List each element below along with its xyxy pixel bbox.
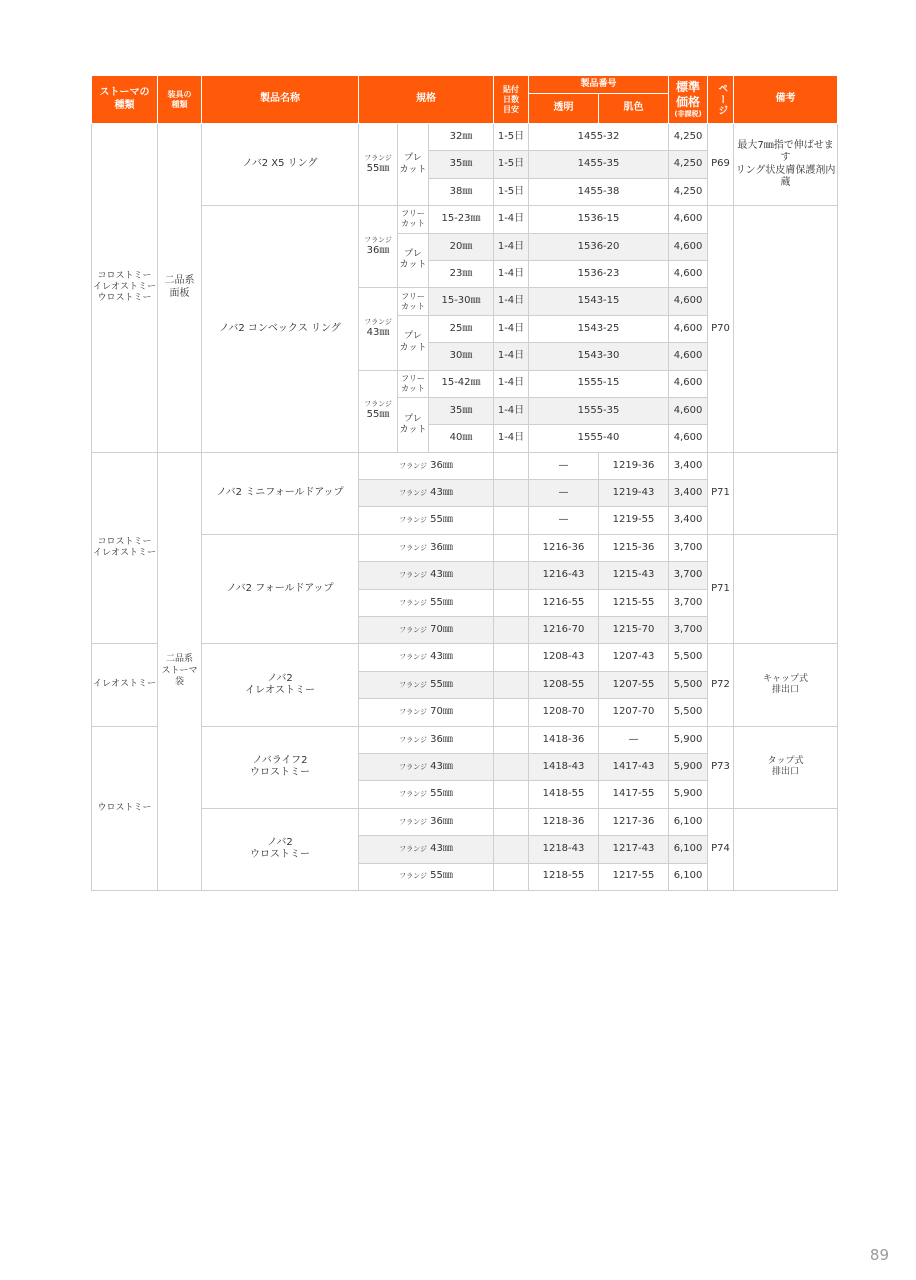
- price-cell: 3,400: [669, 480, 708, 507]
- page-ref: P70: [708, 206, 734, 453]
- days-cell: [494, 808, 529, 835]
- days-cell: [494, 671, 529, 698]
- page-ref: P71: [708, 452, 734, 534]
- flange-spec: [359, 617, 494, 644]
- flange-cell: [359, 124, 398, 206]
- clear-number: 1216-55: [529, 589, 599, 616]
- flange-size: 43㎜: [430, 487, 453, 499]
- clear-number: 1418-36: [529, 726, 599, 753]
- clear-number: 1218-55: [529, 863, 599, 890]
- price-cell: 3,700: [669, 562, 708, 589]
- page-ref: P72: [708, 644, 734, 726]
- flange-size: 36㎜: [430, 815, 453, 827]
- days-cell: [494, 781, 529, 808]
- skin-number: 1207-55: [599, 671, 669, 698]
- price-cell: 3,700: [669, 617, 708, 644]
- flange-size: 43㎜: [430, 843, 453, 855]
- product-number: 1555-35: [529, 397, 669, 424]
- skin-number: 1417-55: [599, 781, 669, 808]
- size-cell: 15-23㎜: [429, 206, 494, 233]
- flange-size: 55㎜: [366, 409, 390, 421]
- price-cell: 5,900: [669, 726, 708, 753]
- size-cell: 35㎜: [429, 397, 494, 424]
- flange-size: 36㎜: [366, 244, 390, 256]
- flange-size: 70㎜: [430, 623, 453, 635]
- days-cell: 1-4日: [494, 397, 529, 424]
- clear-number: —: [529, 507, 599, 534]
- days-cell: [494, 452, 529, 479]
- remarks-cell: [734, 452, 838, 534]
- flange-label: フランジ: [399, 598, 427, 607]
- price-cell: 4,250: [669, 124, 708, 151]
- product-name: ノバ2 コンベックス リング: [202, 206, 359, 453]
- flange-label: フランジ: [399, 489, 427, 498]
- clear-number: 1218-43: [529, 836, 599, 863]
- stoma-type-cell: イレオストミー: [92, 644, 158, 726]
- product-name: ノバライフ2 ウロストミー: [202, 726, 359, 808]
- flange-label: フランジ: [399, 845, 427, 854]
- days-cell: 1-5日: [494, 151, 529, 178]
- flange-size: 55㎜: [366, 162, 390, 174]
- flange-spec: [359, 781, 494, 808]
- skin-number: 1207-70: [599, 699, 669, 726]
- skin-number: 1217-36: [599, 808, 669, 835]
- size-cell: 25㎜: [429, 315, 494, 342]
- size-cell: 20㎜: [429, 233, 494, 260]
- header-price-note: (非課税): [674, 110, 702, 119]
- remarks-cell: [734, 206, 838, 453]
- size-cell: 15-30㎜: [429, 288, 494, 315]
- clear-number: 1216-70: [529, 617, 599, 644]
- product-number: 1455-38: [529, 178, 669, 205]
- flange-label: フランジ: [364, 153, 392, 162]
- clear-number: 1418-55: [529, 781, 599, 808]
- device-type-cell: 二品系 面板: [158, 124, 202, 453]
- days-cell: [494, 507, 529, 534]
- size-cell: 30㎜: [429, 343, 494, 370]
- skin-number: 1207-43: [599, 644, 669, 671]
- device-type-cell: 二品系 ストーマ袋: [158, 452, 202, 890]
- days-cell: 1-5日: [494, 124, 529, 151]
- page-number: 89: [869, 1246, 889, 1264]
- flange-size: 55㎜: [430, 596, 453, 608]
- days-cell: 1-4日: [494, 425, 529, 452]
- flange-label: フランジ: [364, 400, 392, 409]
- product-number: 1455-32: [529, 124, 669, 151]
- skin-number: 1215-43: [599, 562, 669, 589]
- clear-number: —: [529, 452, 599, 479]
- flange-cell: [359, 206, 398, 288]
- price-cell: 3,700: [669, 589, 708, 616]
- days-cell: [494, 699, 529, 726]
- page-ref: P71: [708, 534, 734, 644]
- product-number: 1536-15: [529, 206, 669, 233]
- flange-label: フランジ: [399, 625, 427, 634]
- flange-label: フランジ: [399, 762, 427, 771]
- days-cell: [494, 644, 529, 671]
- days-cell: [494, 534, 529, 561]
- flange-spec: [359, 808, 494, 835]
- days-cell: 1-4日: [494, 233, 529, 260]
- stoma-type-cell: コロストミー イレオストミー ウロストミー: [92, 124, 158, 453]
- skin-number: 1217-43: [599, 836, 669, 863]
- price-cell: 6,100: [669, 836, 708, 863]
- flange-spec: [359, 507, 494, 534]
- flange-label: フランジ: [399, 543, 427, 552]
- header-skin: 肌色: [599, 94, 669, 124]
- product-number: 1536-20: [529, 233, 669, 260]
- flange-spec: [359, 699, 494, 726]
- price-cell: 4,600: [669, 233, 708, 260]
- skin-number: 1417-43: [599, 753, 669, 780]
- size-cell: 38㎜: [429, 178, 494, 205]
- skin-number: 1219-36: [599, 452, 669, 479]
- product-number: 1455-35: [529, 151, 669, 178]
- price-cell: 4,600: [669, 370, 708, 397]
- flange-spec: [359, 753, 494, 780]
- clear-number: 1208-70: [529, 699, 599, 726]
- flange-spec: [359, 480, 494, 507]
- price-cell: 3,700: [669, 534, 708, 561]
- flange-size: 55㎜: [430, 788, 453, 800]
- skin-number: 1215-36: [599, 534, 669, 561]
- header-device-type: 装具の 種類: [158, 76, 202, 124]
- flange-label: フランジ: [399, 461, 427, 470]
- flange-spec: [359, 836, 494, 863]
- page-ref: P69: [708, 124, 734, 206]
- product-number: 1543-15: [529, 288, 669, 315]
- product-number: 1536-23: [529, 260, 669, 287]
- header-clear: 透明: [529, 94, 599, 124]
- page-ref: P74: [708, 808, 734, 890]
- price-cell: 4,600: [669, 315, 708, 342]
- product-number: 1543-30: [529, 343, 669, 370]
- price-cell: 5,900: [669, 753, 708, 780]
- flange-size: 55㎜: [430, 514, 453, 526]
- remarks-cell: キャップ式 排出口: [734, 644, 838, 726]
- flange-size: 43㎜: [430, 569, 453, 581]
- product-name: ノバ2 ミニフォールドアップ: [202, 452, 359, 534]
- skin-number: 1215-70: [599, 617, 669, 644]
- product-number: 1555-40: [529, 425, 669, 452]
- price-cell: 5,900: [669, 781, 708, 808]
- clear-number: 1418-43: [529, 753, 599, 780]
- header-price-label: 標準 価格: [676, 80, 701, 110]
- stoma-type-cell: コロストミー イレオストミー: [92, 452, 158, 644]
- days-cell: 1-4日: [494, 260, 529, 287]
- skin-number: 1217-55: [599, 863, 669, 890]
- size-cell: 35㎜: [429, 151, 494, 178]
- flange-label: フランジ: [364, 236, 392, 245]
- flange-size: 36㎜: [430, 541, 453, 553]
- flange-spec: [359, 534, 494, 561]
- cut-type: フリー カット: [398, 206, 429, 233]
- flange-size: 36㎜: [430, 459, 453, 471]
- clear-number: —: [529, 480, 599, 507]
- product-number: 1555-15: [529, 370, 669, 397]
- header-days: 貼付 日数 目安: [494, 76, 529, 124]
- flange-size: 43㎜: [430, 760, 453, 772]
- header-stoma-type: ストーマの 種類: [92, 76, 158, 124]
- cut-type: プレ カット: [398, 397, 429, 452]
- product-number: 1543-25: [529, 315, 669, 342]
- remarks-cell: タップ式 排出口: [734, 726, 838, 808]
- flange-label: フランジ: [399, 790, 427, 799]
- flange-label: フランジ: [399, 735, 427, 744]
- size-cell: 23㎜: [429, 260, 494, 287]
- stoma-type-cell: ウロストミー: [92, 726, 158, 890]
- flange-size: 55㎜: [430, 678, 453, 690]
- price-cell: 3,400: [669, 452, 708, 479]
- flange-spec: [359, 452, 494, 479]
- price-cell: 4,250: [669, 178, 708, 205]
- header-remarks: 備考: [734, 76, 838, 124]
- price-cell: 5,500: [669, 644, 708, 671]
- price-cell: 4,250: [669, 151, 708, 178]
- clear-number: 1208-55: [529, 671, 599, 698]
- skin-number: —: [599, 726, 669, 753]
- skin-number: 1215-55: [599, 589, 669, 616]
- days-cell: 1-4日: [494, 370, 529, 397]
- clear-number: 1216-36: [529, 534, 599, 561]
- clear-number: 1218-36: [529, 808, 599, 835]
- header-price: [669, 76, 708, 124]
- days-cell: 1-4日: [494, 288, 529, 315]
- days-cell: [494, 480, 529, 507]
- flange-label: フランジ: [399, 708, 427, 717]
- price-cell: 6,100: [669, 808, 708, 835]
- flange-cell: [359, 370, 398, 452]
- header-spec: 規格: [359, 76, 494, 124]
- flange-size: 55㎜: [430, 870, 453, 882]
- days-cell: 1-5日: [494, 178, 529, 205]
- clear-number: 1208-43: [529, 644, 599, 671]
- flange-size: 36㎜: [430, 733, 453, 745]
- cut-type: フリー カット: [398, 288, 429, 315]
- days-cell: 1-4日: [494, 315, 529, 342]
- price-cell: 4,600: [669, 397, 708, 424]
- price-cell: 4,600: [669, 260, 708, 287]
- remarks-cell: 最大7㎜指で伸ばせます リング状皮膚保護剤内蔵: [734, 124, 838, 206]
- days-cell: [494, 562, 529, 589]
- days-cell: [494, 589, 529, 616]
- remarks-cell: [734, 808, 838, 890]
- flange-label: フランジ: [399, 872, 427, 881]
- days-cell: [494, 836, 529, 863]
- header-product-name: 製品名称: [202, 76, 359, 124]
- price-cell: 3,400: [669, 507, 708, 534]
- flange-label: フランジ: [399, 571, 427, 580]
- flange-size: 70㎜: [430, 706, 453, 718]
- header-product-number: 製品番号: [529, 76, 669, 94]
- cut-type: プレ カット: [398, 124, 429, 206]
- flange-size: 43㎜: [430, 651, 453, 663]
- flange-spec: [359, 863, 494, 890]
- flange-label: フランジ: [399, 516, 427, 525]
- skin-number: 1219-55: [599, 507, 669, 534]
- flange-spec: [359, 726, 494, 753]
- flange-spec: [359, 589, 494, 616]
- flange-label: フランジ: [399, 680, 427, 689]
- flange-cell: [359, 288, 398, 370]
- days-cell: [494, 753, 529, 780]
- price-cell: 4,600: [669, 206, 708, 233]
- flange-size: 43㎜: [366, 327, 390, 339]
- days-cell: [494, 726, 529, 753]
- days-cell: [494, 863, 529, 890]
- page-ref: P73: [708, 726, 734, 808]
- days-cell: 1-4日: [494, 343, 529, 370]
- cut-type: フリー カット: [398, 370, 429, 397]
- flange-label: フランジ: [399, 653, 427, 662]
- skin-number: 1219-43: [599, 480, 669, 507]
- flange-spec: [359, 644, 494, 671]
- flange-spec: [359, 671, 494, 698]
- product-name: ノバ2 X5 リング: [202, 124, 359, 206]
- header-page: ページ: [708, 76, 734, 124]
- product-name: ノバ2 フォールドアップ: [202, 534, 359, 644]
- product-name: ノバ2 イレオストミー: [202, 644, 359, 726]
- price-cell: 4,600: [669, 288, 708, 315]
- flange-label: フランジ: [364, 318, 392, 327]
- cut-type: プレ カット: [398, 233, 429, 288]
- size-cell: 32㎜: [429, 124, 494, 151]
- product-table: [91, 75, 838, 891]
- flange-label: フランジ: [399, 817, 427, 826]
- remarks-cell: [734, 534, 838, 644]
- price-cell: 5,500: [669, 699, 708, 726]
- product-name: ノバ2 ウロストミー: [202, 808, 359, 890]
- days-cell: [494, 617, 529, 644]
- flange-spec: [359, 562, 494, 589]
- size-cell: 15-42㎜: [429, 370, 494, 397]
- price-cell: 4,600: [669, 343, 708, 370]
- size-cell: 40㎜: [429, 425, 494, 452]
- price-cell: 5,500: [669, 671, 708, 698]
- clear-number: 1216-43: [529, 562, 599, 589]
- price-cell: 6,100: [669, 863, 708, 890]
- price-cell: 4,600: [669, 425, 708, 452]
- days-cell: 1-4日: [494, 206, 529, 233]
- cut-type: プレ カット: [398, 315, 429, 370]
